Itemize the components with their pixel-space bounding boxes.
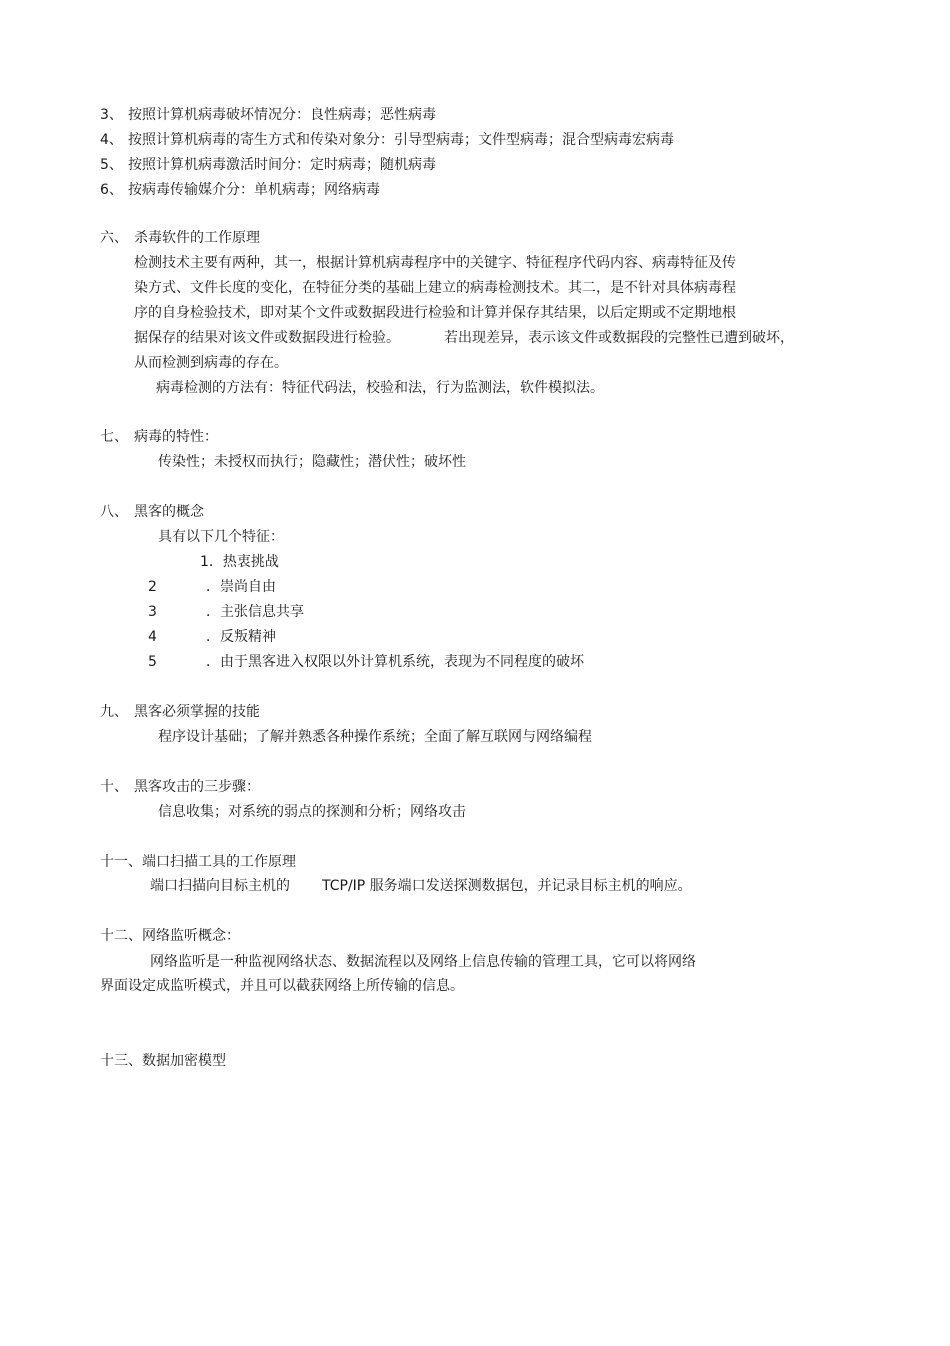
- section-number: 六、: [100, 230, 128, 246]
- list-number: 3: [148, 604, 157, 620]
- list-number: 4、: [100, 132, 123, 148]
- list-item: 1．热衷挑战: [200, 554, 279, 570]
- section-body: 界面设定成监听模式，并且可以截获网络上所传输的信息。: [100, 978, 464, 994]
- list-number: 6、: [100, 182, 123, 198]
- section-title: 黑客必须掌握的技能: [134, 704, 260, 720]
- paragraph-line: 序的自身检验技术，即对某个文件或数据段进行检验和计算并保存其结果，以后定期或不定期地根: [134, 305, 736, 321]
- paragraph-line: 染方式、文件长度的变化，在特征分类的基础上建立的病毒检测技术。其二，是不针对具体病毒程: [134, 280, 736, 296]
- paragraph-line: 从而检测到病毒的存在。: [134, 355, 288, 371]
- list-number: 5: [148, 654, 157, 670]
- section-number: 八、: [100, 504, 128, 520]
- paragraph-line: 病毒检测的方法有：特征代码法，校验和法，行为监测法，软件模拟法。: [156, 380, 604, 396]
- list-number: 2: [148, 579, 157, 595]
- list-item: ．崇尚自由: [206, 579, 276, 595]
- section-title: 十一、端口扫描工具的工作原理: [100, 854, 296, 870]
- paragraph-line: 若出现差异，表示该文件或数据段的完整性已遭到破坏，: [444, 330, 794, 346]
- paragraph-line: 检测技术主要有两种，其一，根据计算机病毒程序中的关键字、特征程序代码内容、病毒特征及传: [134, 255, 736, 271]
- section-title: 黑客攻击的三步骤：: [134, 779, 260, 795]
- section-body: TCP/IP 服务端口发送探测数据包，并记录目标主机的响应。: [322, 878, 692, 894]
- section-body: 程序设计基础；了解并熟悉各种操作系统；全面了解互联网与网络编程: [158, 729, 592, 745]
- list-item: ．反叛精神: [206, 629, 276, 645]
- list-item: ．由于黑客进入权限以外计算机系统，表现为不同程度的破坏: [206, 654, 584, 670]
- paragraph-line: 据保存的结果对该文件或数据段进行检验。: [134, 330, 400, 346]
- section-number: 七、: [100, 429, 128, 445]
- section-body: 信息收集；对系统的弱点的探测和分析；网络攻击: [158, 804, 466, 820]
- section-intro: 具有以下几个特征：: [158, 529, 284, 545]
- list-number: 5、: [100, 157, 123, 173]
- list-item: 按照计算机病毒破坏情况分：良性病毒；恶性病毒: [128, 107, 436, 123]
- section-title: 十三、数据加密模型: [100, 1053, 226, 1069]
- section-number: 九、: [100, 704, 128, 720]
- section-title: 黑客的概念: [134, 504, 204, 520]
- section-title: 杀毒软件的工作原理: [134, 230, 260, 246]
- section-body: 网络监听是一种监视网络状态、数据流程以及网络上信息传输的管理工具，它可以将网络: [150, 954, 696, 970]
- list-item: ．主张信息共享: [206, 604, 304, 620]
- list-item: 按照计算机病毒激活时间分：定时病毒；随机病毒: [128, 157, 436, 173]
- section-body: 传染性；未授权而执行；隐藏性；潜伏性；破坏性: [158, 454, 466, 470]
- list-item: 按照计算机病毒的寄生方式和传染对象分：引导型病毒；文件型病毒；混合型病毒宏病毒: [128, 132, 674, 148]
- list-item: 按病毒传输媒介分：单机病毒；网络病毒: [128, 182, 380, 198]
- section-body: 端口扫描向目标主机的: [150, 878, 290, 894]
- section-title: 病毒的特性：: [134, 429, 218, 445]
- list-number: 4: [148, 629, 157, 645]
- section-title: 十二、网络监听概念：: [100, 928, 240, 944]
- section-number: 十、: [100, 779, 128, 795]
- list-number: 3、: [100, 107, 123, 123]
